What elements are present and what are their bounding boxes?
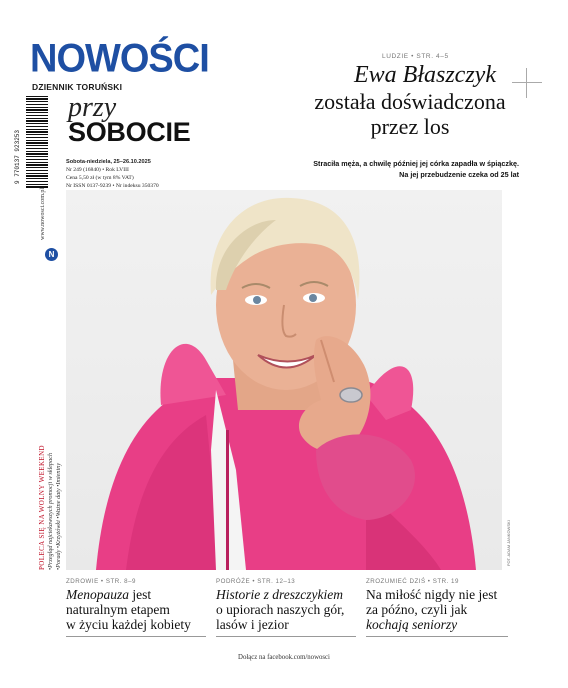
cover-photo bbox=[66, 190, 502, 570]
registration-mark bbox=[526, 68, 527, 98]
lead-headline-line: została doświadczona bbox=[314, 89, 506, 114]
footer-facebook-link[interactable]: Dołącz na facebook.com/nowosci bbox=[238, 654, 330, 661]
teaser-headline-part: lasów i jezior bbox=[216, 617, 289, 632]
issue-date: Sobota-niedziela, 25–26.10.2025 bbox=[66, 159, 151, 165]
side-promo-line: •Porady •Krzyżówki •Ważne daty •Imieniny bbox=[55, 462, 62, 570]
issue-issn: Nr ISSN 0137-9239 • Nr indeksu 350370 bbox=[66, 183, 159, 189]
logo-subtitle: DZIENNIK TORUŃSKI bbox=[32, 82, 123, 92]
logo: NOWOŚCI bbox=[30, 36, 209, 82]
teaser-kicker: ZROZUMIEĆ DZIŚ • STR. 19 bbox=[366, 578, 459, 585]
teaser-rule bbox=[216, 636, 356, 637]
lead-kicker: LUDZIE • STR. 4–5 bbox=[382, 53, 449, 60]
lead-deck-line: Straciła męża, a chwilę później jej córka zapadła w śpiączkę. bbox=[313, 159, 519, 168]
teaser-kicker: ZDROWIE • STR. 8–9 bbox=[66, 578, 136, 585]
teaser-headline bbox=[366, 587, 508, 632]
side-promo-title: POLECA SIĘ NA WOLNY WEEKEND bbox=[38, 445, 46, 570]
teaser-headline-part: o upiorach naszych gór, bbox=[216, 602, 345, 617]
teaser-travel[interactable] bbox=[216, 578, 356, 637]
teaser-headline-part: jest bbox=[129, 587, 152, 602]
brand-badge: N bbox=[45, 248, 58, 261]
teaser-headline bbox=[216, 587, 356, 632]
issue-number: Nr 249 (16840) • Rok LVIII bbox=[66, 167, 129, 173]
supplement-title-sobocie: SOBOCIE bbox=[68, 117, 191, 147]
photo-credit: FOT. ADAM JANKOWSKI bbox=[506, 520, 511, 566]
barcode-digits: 9 770137 923253 bbox=[14, 129, 21, 184]
teaser-headline-italic: kochają seniorzy bbox=[366, 617, 458, 632]
side-promo-line: •Przegląd najciekawszych promocji w sklepach bbox=[47, 452, 54, 570]
teaser-headline-italic: Menopauza bbox=[66, 587, 129, 602]
lead-name[interactable]: Ewa Błaszczyk bbox=[354, 62, 496, 88]
teaser-headline-part: w życiu każdej kobiety bbox=[66, 617, 191, 632]
website-vertical: www.nowosci.com.pl bbox=[40, 187, 46, 240]
supplement-title-przy: przy bbox=[68, 92, 117, 123]
lead-deck bbox=[300, 158, 519, 180]
teaser-headline-part: za późno, czyli jak bbox=[366, 602, 468, 617]
teaser-headline-italic: Historie z dreszczykiem bbox=[216, 587, 343, 602]
teaser-rule bbox=[66, 636, 206, 637]
side-promo-items bbox=[47, 453, 63, 570]
teaser-kicker: PODRÓŻE • STR. 12–13 bbox=[216, 578, 296, 585]
portrait-illustration bbox=[66, 190, 502, 570]
lead-headline-line: przez los bbox=[370, 114, 450, 139]
teaser-rule bbox=[366, 636, 508, 637]
teaser-headline-part: Na miłość nigdy nie jest bbox=[366, 587, 498, 602]
issue-info bbox=[66, 158, 159, 190]
teaser-health[interactable] bbox=[66, 578, 206, 637]
teaser-headline bbox=[66, 587, 206, 632]
lead-deck-line: Na jej przebudzenie czeka od 25 lat bbox=[399, 170, 519, 179]
issue-price: Cena 5,50 zł (w tym 8% VAT) bbox=[66, 175, 134, 181]
teaser-headline-part: naturalnym etapem bbox=[66, 602, 170, 617]
teaser-seniors[interactable] bbox=[366, 578, 508, 637]
lead-headline[interactable] bbox=[300, 89, 520, 139]
barcode bbox=[26, 96, 48, 188]
